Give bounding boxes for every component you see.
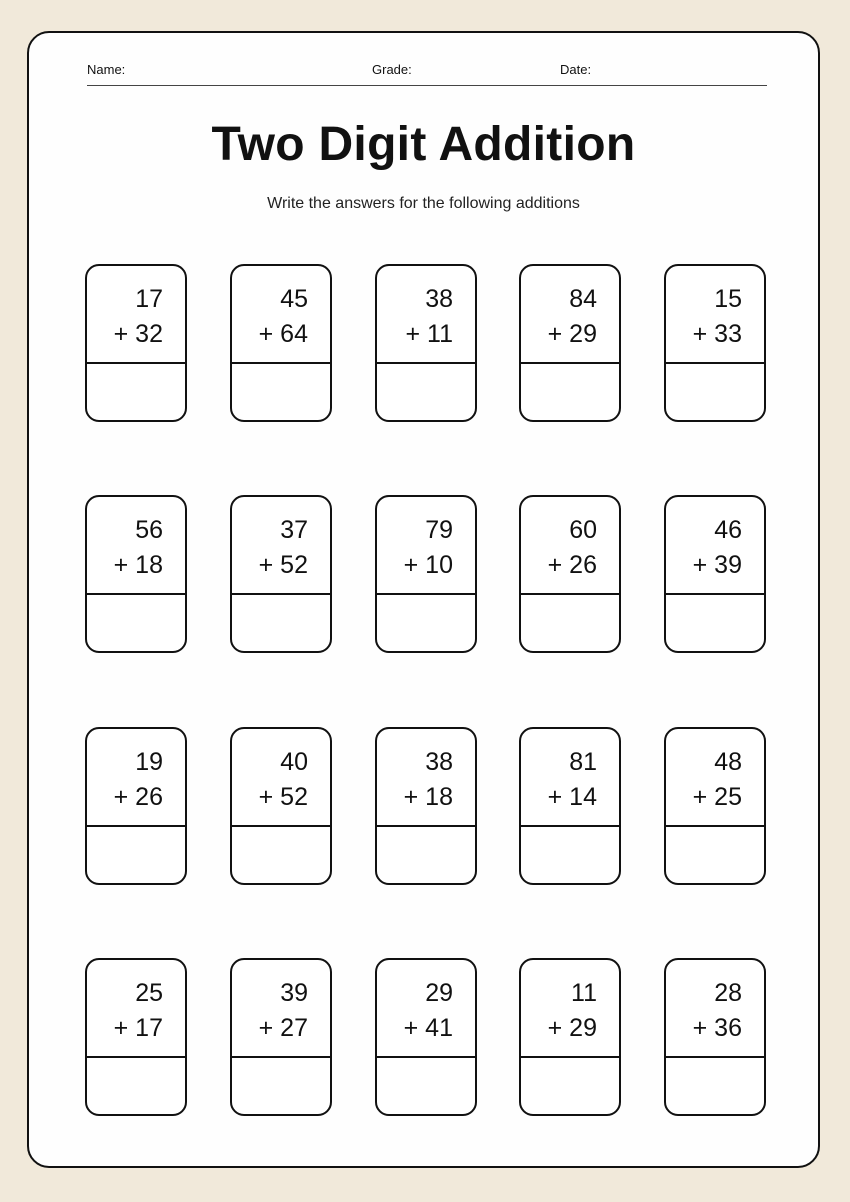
answer-box[interactable]: [87, 364, 185, 420]
problem-operands: [666, 960, 764, 1058]
page-title: Two Digit Addition: [211, 118, 636, 171]
problem-operands: [666, 266, 764, 364]
problem-operands: [666, 729, 764, 827]
addition-problem: [85, 727, 187, 885]
second-addend: + 18: [403, 783, 453, 811]
answer-box[interactable]: [232, 827, 330, 883]
problem-operands: [666, 497, 764, 595]
addition-problem: [519, 264, 621, 422]
addition-problem: [85, 958, 187, 1116]
answer-box[interactable]: [521, 1058, 619, 1114]
first-addend: 15: [714, 285, 742, 313]
worksheet-page: [27, 31, 820, 1168]
addition-problem: [519, 727, 621, 885]
first-addend: 11: [571, 979, 597, 1007]
problem-operands: [377, 266, 475, 364]
second-addend: + 25: [692, 783, 742, 811]
answer-box[interactable]: [87, 595, 185, 651]
addition-problem: [664, 727, 766, 885]
addition-problem: [664, 495, 766, 653]
problem-operands: [87, 729, 185, 827]
addition-problem: [519, 495, 621, 653]
first-addend: 38: [425, 285, 453, 313]
problem-operands: [87, 960, 185, 1058]
addition-problem: [230, 264, 332, 422]
answer-box[interactable]: [377, 595, 475, 651]
problem-operands: [232, 266, 330, 364]
second-addend: + 52: [258, 551, 308, 579]
first-addend: 79: [425, 516, 453, 544]
answer-box[interactable]: [377, 827, 475, 883]
second-addend: + 14: [547, 783, 597, 811]
answer-box[interactable]: [232, 364, 330, 420]
addition-problem: [375, 264, 477, 422]
second-addend: + 26: [113, 783, 163, 811]
problem-operands: [377, 960, 475, 1058]
second-addend: + 27: [258, 1014, 308, 1042]
answer-box[interactable]: [521, 827, 619, 883]
answer-box[interactable]: [666, 1058, 764, 1114]
problem-operands: [377, 497, 475, 595]
second-addend: + 29: [547, 1014, 597, 1042]
addition-problem: [375, 727, 477, 885]
problem-operands: [232, 729, 330, 827]
answer-box[interactable]: [666, 595, 764, 651]
second-addend: + 18: [113, 551, 163, 579]
addition-problem: [85, 495, 187, 653]
second-addend: + 29: [547, 320, 597, 348]
problem-operands: [521, 266, 619, 364]
instructions: Write the answers for the following additions: [267, 195, 580, 212]
first-addend: 56: [135, 516, 163, 544]
answer-box[interactable]: [377, 364, 475, 420]
answer-box[interactable]: [521, 595, 619, 651]
second-addend: + 17: [113, 1014, 163, 1042]
problem-operands: [377, 729, 475, 827]
first-addend: 84: [569, 285, 597, 313]
first-addend: 17: [135, 285, 163, 313]
first-addend: 39: [280, 979, 308, 1007]
first-addend: 19: [135, 748, 163, 776]
answer-box[interactable]: [87, 1058, 185, 1114]
answer-box[interactable]: [666, 827, 764, 883]
addition-problem: [375, 495, 477, 653]
answer-box[interactable]: [232, 1058, 330, 1114]
second-addend: + 36: [692, 1014, 742, 1042]
first-addend: 38: [425, 748, 453, 776]
problem-operands: [232, 960, 330, 1058]
first-addend: 81: [569, 748, 597, 776]
second-addend: + 33: [692, 320, 742, 348]
addition-problem: [664, 958, 766, 1116]
first-addend: 37: [280, 516, 308, 544]
second-addend: + 39: [692, 551, 742, 579]
date-label: Date:: [560, 62, 592, 77]
first-addend: 28: [714, 979, 742, 1007]
addition-problem: [230, 495, 332, 653]
answer-box[interactable]: [87, 827, 185, 883]
first-addend: 60: [569, 516, 597, 544]
first-addend: 40: [280, 748, 308, 776]
second-addend: + 41: [403, 1014, 453, 1042]
answer-box[interactable]: [666, 364, 764, 420]
answer-box[interactable]: [377, 1058, 475, 1114]
second-addend: + 52: [258, 783, 308, 811]
addition-problem: [519, 958, 621, 1116]
answer-box[interactable]: [232, 595, 330, 651]
problem-operands: [87, 497, 185, 595]
problem-operands: [521, 960, 619, 1058]
first-addend: 45: [280, 285, 308, 313]
addition-problem: [664, 264, 766, 422]
second-addend: + 32: [113, 320, 163, 348]
addition-problem: [230, 727, 332, 885]
first-addend: 46: [714, 516, 742, 544]
second-addend: + 10: [403, 551, 453, 579]
answer-box[interactable]: [521, 364, 619, 420]
second-addend: + 64: [258, 320, 308, 348]
first-addend: 29: [425, 979, 453, 1007]
problem-operands: [521, 497, 619, 595]
name-label: Name:: [87, 62, 126, 77]
second-addend: + 26: [547, 551, 597, 579]
addition-problem: [85, 264, 187, 422]
problem-operands: [521, 729, 619, 827]
first-addend: 48: [714, 748, 742, 776]
grade-label: Grade:: [372, 62, 412, 77]
second-addend: + 11: [405, 320, 453, 348]
problem-operands: [232, 497, 330, 595]
addition-problem: [375, 958, 477, 1116]
addition-problem: [230, 958, 332, 1116]
problem-operands: [87, 266, 185, 364]
student-info-row: [87, 59, 767, 86]
first-addend: 25: [135, 979, 163, 1007]
